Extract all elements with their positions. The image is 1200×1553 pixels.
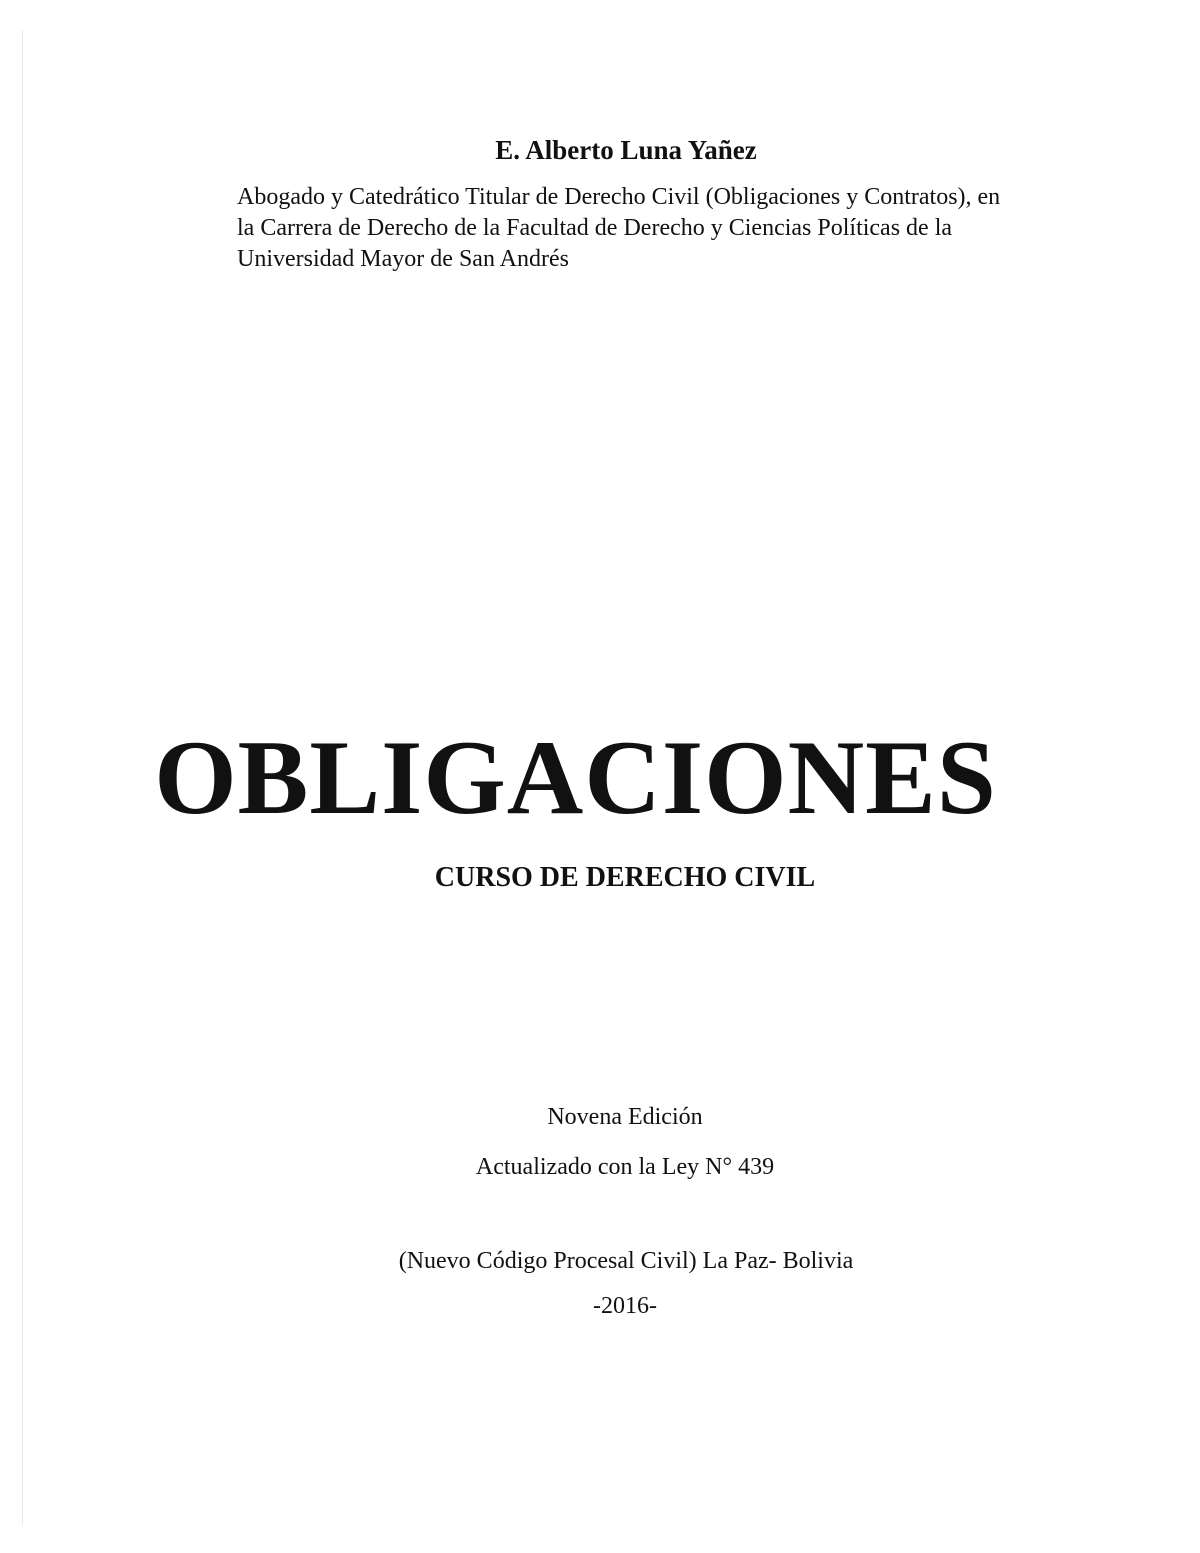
book-subtitle: CURSO DE DERECHO CIVIL <box>434 862 816 893</box>
book-title: OBLIGACIONES <box>154 719 997 836</box>
publication-year: -2016- <box>593 1293 657 1319</box>
affiliation-line: la Carrera de Derecho de la Facultad de Derecho y Ciencias Políticas de la <box>237 215 953 241</box>
affiliation-line: Abogado y Catedrático Titular de Derecho Civil (Obligaciones y Contratos), en <box>237 184 1001 210</box>
affiliation-line: Universidad Mayor de San Andrés <box>237 246 569 272</box>
update-text: Actualizado con la Ley N° 439 <box>475 1154 775 1180</box>
author-name: E. Alberto Luna Yañez <box>495 135 757 165</box>
edition-text: Novena Edición <box>547 1104 703 1130</box>
code-place-text: (Nuevo Código Procesal Civil) La Paz- Bolivia <box>398 1248 854 1274</box>
author-affiliation <box>237 182 1117 275</box>
